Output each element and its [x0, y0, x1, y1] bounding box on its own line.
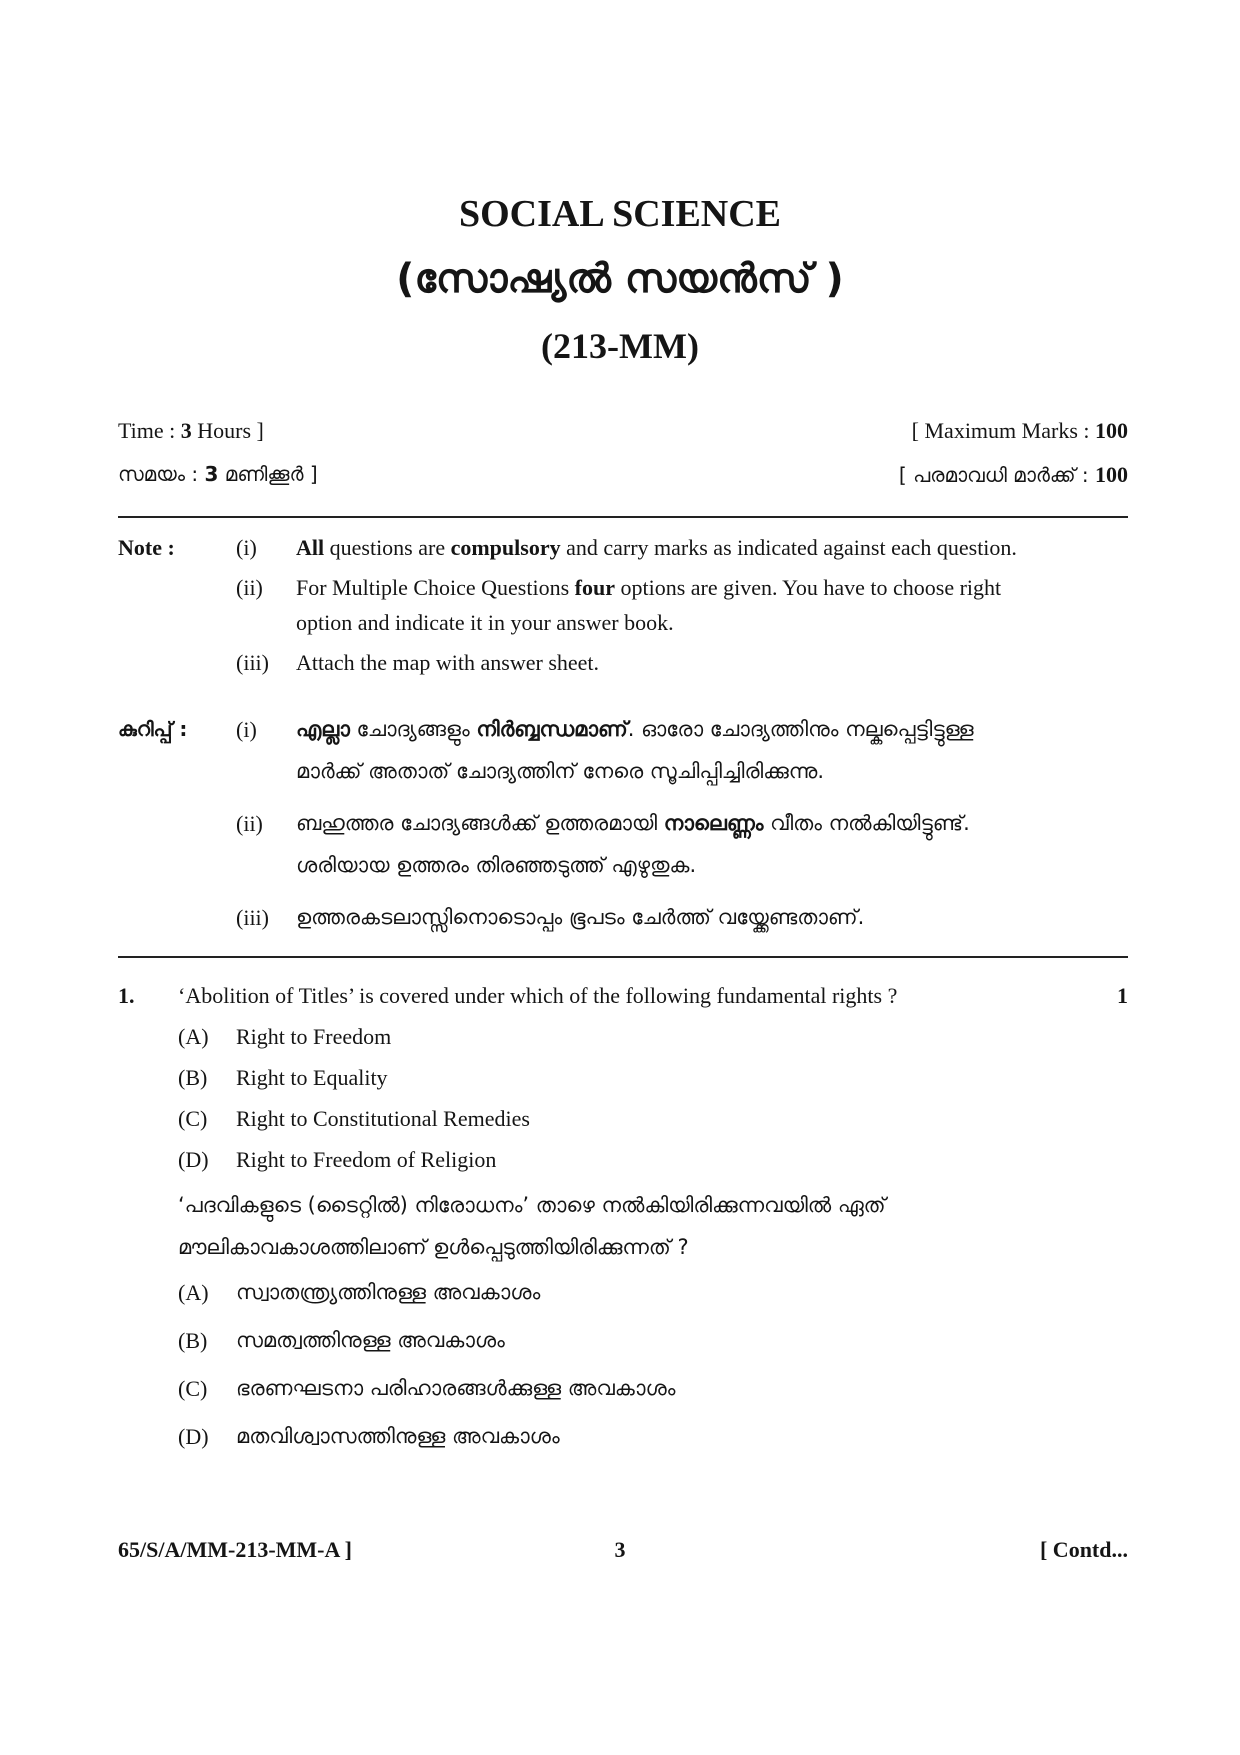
note-ml-text-3: ഉത്തരകടലാസ്സിനൊടൊപ്പം ഭൂപടം ചേർത്ത് വയ്ക്കേണ്ടതാണ്.	[296, 905, 865, 929]
option-text-ml: സമത്വത്തിനുള്ള അവകാശം	[236, 1328, 505, 1352]
page-number: 3	[614, 1537, 626, 1562]
divider-bottom	[118, 956, 1128, 958]
page-title-malayalam: (സോഷ്യൽ സയൻസ് )	[396, 256, 844, 302]
max-marks-value-ml: 100	[1095, 462, 1128, 487]
page-title: SOCIAL SCIENCE	[458, 193, 782, 235]
time-value-ml: 3	[204, 462, 219, 486]
note-heading-malayalam: കുറിപ്പ് :	[118, 717, 188, 741]
time-info-malayalam	[118, 462, 318, 486]
option-label: (B)	[178, 1065, 208, 1090]
option-label-ml: (C)	[178, 1376, 208, 1401]
time-label-ml: സമയം :	[118, 462, 205, 486]
max-marks-info	[912, 418, 1128, 444]
note-text-1: All questions are compulsory and carry marks as indicated against each question.	[296, 535, 1017, 560]
question-text: ‘Abolition of Titles’ is covered under which of the following fundamental rights ?	[178, 983, 898, 1008]
question-text-malayalam: ‘പദവികളുടെ (ടൈറ്റിൽ) നിരോധനം’ താഴെ നൽകിയിരിക്കുന്നവയിൽ ഏത് മൗലികാവകാശത്തിലാണ് ഉൾപ്പെടുത്തിയിരിക്കുന്നത് ?	[178, 1193, 886, 1259]
subject-code: (213-MM)	[541, 326, 699, 366]
note-ml-text-1: എല്ലാ ചോദ്യങ്ങളും നിർബ്ബന്ധമാണ്. ഓരോ ചോദ്യത്തിനും നല്കപ്പെട്ടിട്ടുള്ള മാർക്ക് അതാത് ചോദ്യത്തിന് നേരെ സൂചിപ്പിച്ചിരിക്കുന്നു.	[296, 717, 974, 783]
option-text: Right to Constitutional Remedies	[236, 1106, 530, 1131]
option-text: Right to Freedom of Religion	[236, 1147, 497, 1172]
note-ml-text-2: ബഹുത്തര ചോദ്യങ്ങൾക്ക് ഉത്തരമായി നാലെണ്ണം വീതം നൽകിയിട്ടുണ്ട്. ശരിയായ ഉത്തരം തിരഞ്ഞടുത്ത് എഴുതുക.	[296, 811, 970, 877]
note-text-3: Attach the map with answer sheet.	[296, 650, 600, 675]
option-label: (C)	[178, 1106, 208, 1131]
time-label: Time :	[118, 418, 181, 443]
footer-paper-code: 65/S/A/MM-213-MM-A ]	[118, 1537, 352, 1562]
option-text-ml: ഭരണഘടനാ പരിഹാരങ്ങൾക്കുള്ള അവകാശം	[236, 1376, 676, 1400]
max-marks-info-malayalam	[899, 462, 1128, 488]
note-ml-num-1: (i)	[236, 717, 257, 742]
question-marks: 1	[1117, 983, 1128, 1008]
time-value: 3	[180, 418, 192, 443]
note-num-3: (iii)	[236, 650, 269, 675]
note-num-1: (i)	[236, 535, 257, 560]
time-unit: Hours ]	[191, 418, 264, 443]
max-marks-label-ml: [ പരമാവധി മാർക്ക് :	[898, 463, 1095, 487]
footer-contd: [ Contd...	[1039, 1537, 1128, 1562]
note-text-2: For Multiple Choice Questions four options are given. You have to choose right option and indicate it in your answer book.	[296, 575, 1002, 635]
question-number: 1.	[118, 983, 135, 1008]
time-info	[118, 418, 264, 444]
divider-top	[118, 516, 1128, 518]
option-text-ml: സ്വാതന്ത്ര്യത്തിനുള്ള അവകാശം	[236, 1280, 541, 1304]
option-text: Right to Freedom	[236, 1024, 392, 1049]
option-label: (D)	[178, 1147, 209, 1172]
note-ml-num-2: (ii)	[236, 811, 263, 836]
max-marks-label: [ Maximum Marks :	[911, 418, 1095, 443]
max-marks-value: 100	[1095, 418, 1128, 443]
option-text: Right to Equality	[236, 1065, 388, 1090]
note-num-2: (ii)	[236, 575, 263, 600]
note-heading: Note :	[118, 535, 175, 560]
option-label-ml: (B)	[178, 1328, 208, 1353]
option-label: (A)	[178, 1024, 209, 1049]
option-text-ml: മതവിശ്വാസത്തിനുള്ള അവകാശം	[236, 1424, 560, 1448]
time-unit-ml: മണിക്കൂർ ]	[218, 462, 318, 486]
option-label-ml: (D)	[178, 1424, 209, 1449]
option-label-ml: (A)	[178, 1280, 209, 1305]
note-ml-num-3: (iii)	[236, 905, 269, 930]
